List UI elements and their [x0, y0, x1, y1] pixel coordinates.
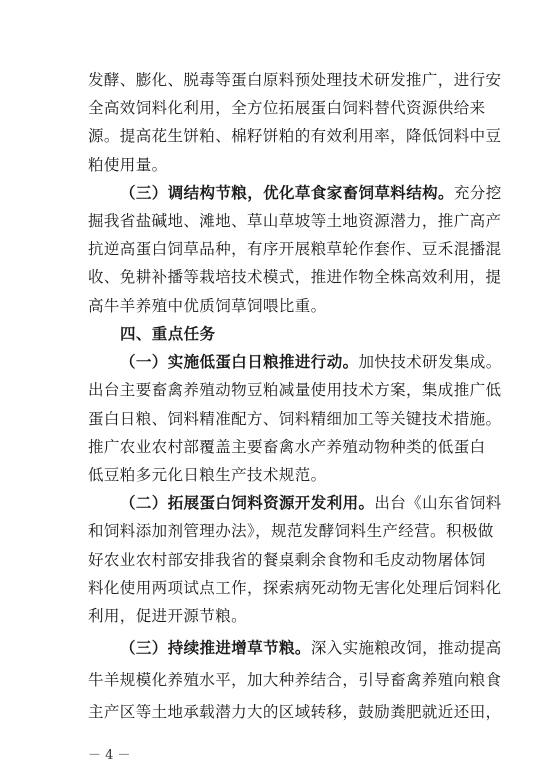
text-span: 充分挖	[453, 183, 502, 202]
text-line: 利用，促进开源节粮。	[88, 607, 248, 625]
text-line: 和饲料添加剂管理办法》，规范发酵饲料生产经营。积极做	[88, 522, 494, 541]
text-line: 蛋白日粮、饲料精准配方、饲料精细加工等关键技术措施。	[88, 409, 502, 428]
paragraph-first-line	[120, 493, 502, 513]
text-span: 加快技术研发集成。	[358, 353, 502, 372]
paragraph-first-line	[120, 183, 502, 203]
text-line: 出台主要畜禽养殖动物豆粕减量使用技术方案，集成推广低	[88, 381, 502, 400]
section-subheading: （一）实施低蛋白日粮推进行动。	[120, 352, 359, 372]
section-subheading: （三）持续推进增草节粮。	[120, 638, 311, 657]
text-line: 源。提高花生饼粕、棉籽饼粕的有效利用率，降低饲料中豆	[88, 127, 502, 146]
text-line: 粕使用量。	[88, 155, 168, 174]
text-line: 主产区等土地承载潜力大的区域转移，鼓励粪肥就近还田，	[88, 703, 502, 721]
section-subheading: （二）拓展蛋白饲料资源开发利用。	[120, 493, 375, 513]
page-number: － 4 －	[88, 748, 131, 763]
text-span: 出台《山东省饲料	[374, 494, 502, 513]
section-heading: 四、重点任务	[120, 324, 216, 343]
text-line: 全高效饲料化利用，全方位拓展蛋白饲料替代资源供给来	[88, 99, 486, 118]
text-line: 发酵、膨化、脱毒等蛋白原料预处理技术研发推广，进行安	[88, 71, 502, 89]
text-line: 掘我省盐碱地、滩地、草山草坡等土地资源潜力，推广高产	[88, 212, 502, 231]
text-line: 低豆粕多元化日粮生产技术规范。	[88, 465, 327, 484]
text-line: 收、免耕补播等栽培技术模式，推进作物全株高效利用，提	[88, 268, 502, 287]
section-subheading: （三）调结构节粮，优化草食家畜饲草料结构。	[120, 182, 454, 202]
text-line: 牛羊规模化养殖水平，加大种养结合，引导畜禽养殖向粮食	[88, 671, 502, 689]
text-span: 深入实施粮改饲，推动提高	[310, 639, 502, 657]
text-line: 高牛羊养殖中优质饲草饲喂比重。	[88, 296, 327, 315]
text-line: 抗逆高蛋白饲草品种，有序开展粮草轮作套作、豆禾混播混	[88, 240, 502, 259]
paragraph-first-line	[120, 352, 502, 372]
text-line: 推广农业农村部覆盖主要畜禽水产养殖动物种类的低蛋白	[88, 437, 486, 456]
paragraph-first-line	[120, 638, 502, 658]
text-line: 好农业农村部安排我省的餐桌剩余食物和毛皮动物屠体饲	[88, 550, 486, 569]
text-line: 料化使用两项试点工作，探索病死动物无害化处理后饲料化	[88, 578, 502, 597]
